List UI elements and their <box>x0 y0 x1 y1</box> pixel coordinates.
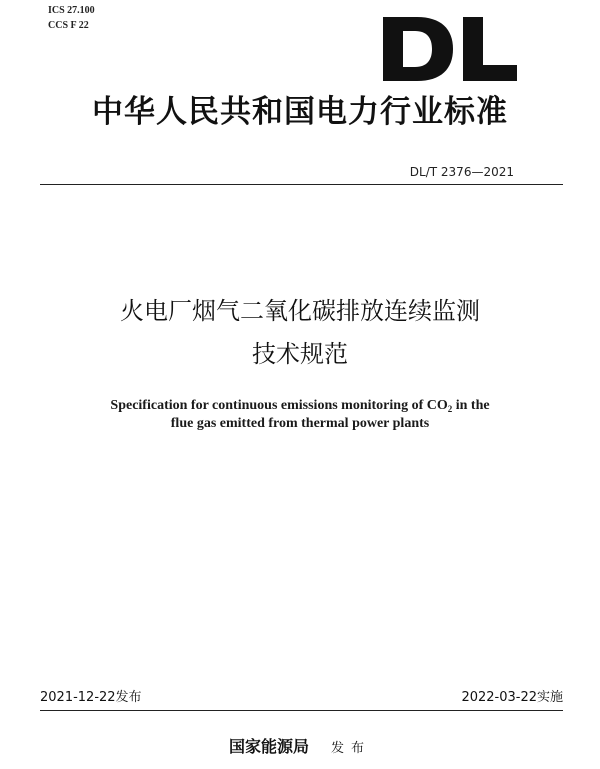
issuer-line <box>0 736 600 760</box>
footer-divider <box>40 710 563 711</box>
dl-logo <box>383 17 517 81</box>
ccs-code: CCS F 22 <box>48 20 89 31</box>
document-title-en-line1 <box>0 397 600 415</box>
issuing-organization: 国家能源局 <box>228 737 309 756</box>
implementation-date: 2022-03-22实施 <box>461 690 563 705</box>
document-title-en <box>0 397 600 432</box>
standard-category-title: 中华人民共和国电力行业标准 <box>92 94 508 130</box>
standard-number: DL/T 2376—2021 <box>409 165 514 179</box>
title-en-subscript: 2 <box>447 404 453 414</box>
issue-date: 2021-12-22发布 <box>40 690 142 705</box>
document-title-cn-line1: 火电厂烟气二氧化碳排放连续监测 <box>120 297 480 325</box>
document-title-cn-line2: 技术规范 <box>252 340 348 368</box>
title-en-line1-pre: Specification for continuous emissions monitoring of CO <box>110 398 448 413</box>
ics-code: ICS 27.100 <box>48 5 95 16</box>
header-divider <box>40 184 563 185</box>
dl-logo-letter-l <box>463 17 517 81</box>
title-en-line1-post: in the <box>452 398 490 413</box>
document-title-en-line2: flue gas emitted from thermal power plants <box>170 416 430 431</box>
issue-action: 发布 <box>331 741 372 756</box>
dl-logo-letter-d <box>383 17 453 81</box>
